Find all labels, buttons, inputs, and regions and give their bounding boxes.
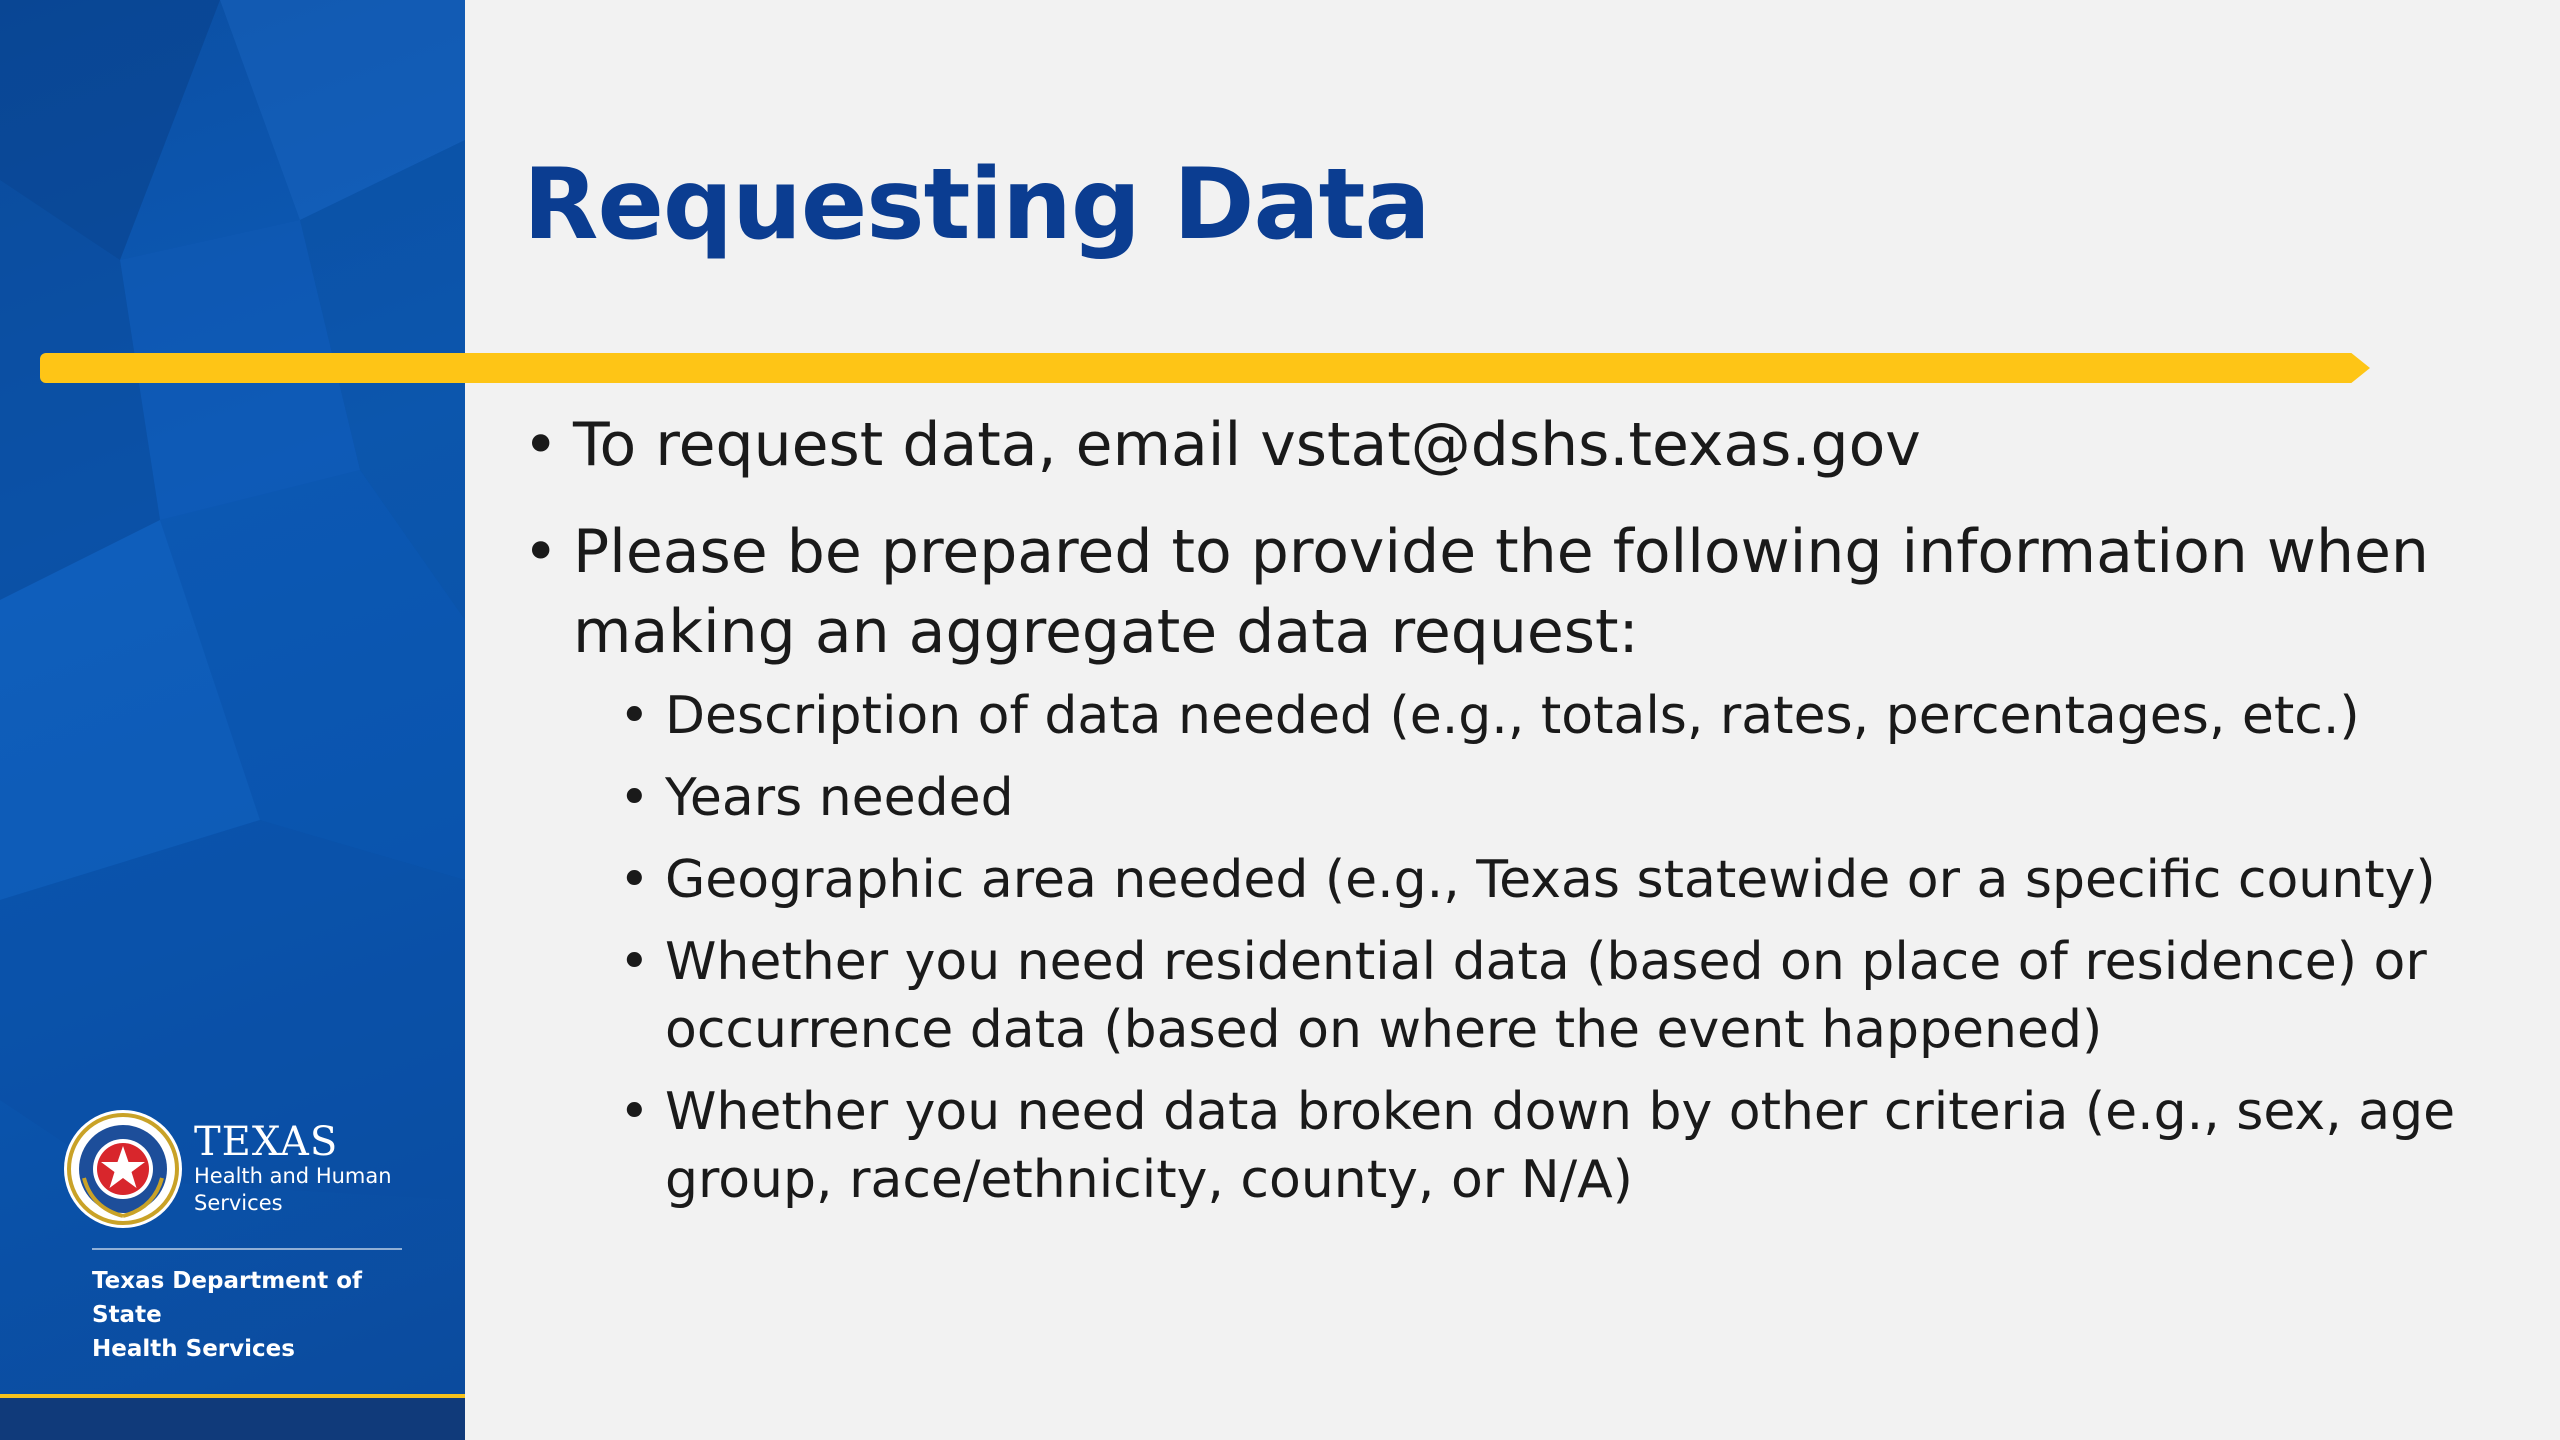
side-panel — [0, 0, 465, 1440]
sub-bullet-geography: • Geographic area needed (e.g., Texas statewide or a specific county) — [619, 846, 2513, 914]
logo-hhs-line1: Health and Human — [194, 1164, 392, 1188]
logo-dept-line1: Texas Department of State — [92, 1268, 363, 1328]
bullet-prepare-info — [523, 512, 2513, 1214]
bullet-text: To request data, email vstat@dshs.texas.gov — [573, 410, 1921, 480]
bullet-text: Please be prepared to provide the following information when making an aggregate data request: — [573, 517, 2429, 667]
panel-bottom-band — [0, 1398, 465, 1440]
slide-title: Requesting Data — [523, 148, 1430, 262]
texas-seal-icon — [62, 1108, 184, 1230]
sub-bullet-residential: • Whether you need residential data (based on place of residence) or occurrence data (based on where the event happened) — [619, 928, 2513, 1064]
slide-content — [523, 405, 2513, 1241]
bullet-email — [523, 405, 2513, 485]
logo-department-name — [92, 1264, 402, 1366]
title-divider — [40, 353, 2370, 383]
sub-bullet-list — [573, 682, 2513, 1214]
sub-bullet-description: • Description of data needed (e.g., totals, rates, percentages, etc.) — [619, 682, 2513, 750]
logo-dept-line2: Health Services — [92, 1336, 295, 1362]
texas-hhs-logo — [62, 1108, 402, 1366]
bullet-list — [523, 405, 2513, 1214]
logo-divider — [92, 1248, 402, 1250]
logo-texas-wordmark: TEXAS — [194, 1119, 339, 1165]
logo-hhs-line2: Services — [194, 1191, 283, 1215]
sub-bullet-years: • Years needed — [619, 764, 2513, 832]
sub-bullet-criteria: • Whether you need data broken down by other criteria (e.g., sex, age group, race/ethnicity, county, or N/A) — [619, 1078, 2513, 1214]
